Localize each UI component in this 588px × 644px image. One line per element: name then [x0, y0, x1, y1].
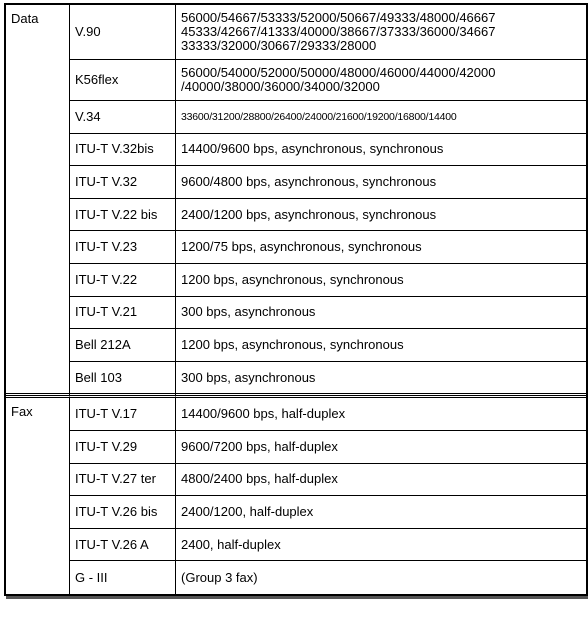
- protocol-cell: ITU-T V.29: [70, 431, 176, 464]
- speed-cell: 2400/1200 bps, asynchronous, synchronous: [176, 199, 586, 232]
- protocol-cell: ITU-T V.26 bis: [70, 496, 176, 529]
- table-row: [6, 264, 586, 297]
- speed-cell: 14400/9600 bps, half-duplex: [176, 398, 586, 431]
- table-row: [6, 561, 586, 594]
- category-cell-fax: Fax: [6, 398, 70, 594]
- speed-cell: 1200 bps, asynchronous, synchronous: [176, 264, 586, 297]
- speed-cell: 56000/54667/53333/52000/50667/49333/48000/46667 45333/42667/41333/40000/38667/37333/36000/34667 33333/32000/30667/29333/28000: [176, 5, 586, 60]
- speed-cell: [176, 101, 586, 134]
- table-row: [6, 166, 586, 199]
- table-row: [6, 496, 586, 529]
- speed-cell: (Group 3 fax): [181, 569, 258, 585]
- speed-cell: 9600/7200 bps, half-duplex: [176, 431, 586, 464]
- protocol-cell: V.90: [70, 5, 176, 60]
- speed-text: 33600/31200/28800/26400/24000/21600/19200/16800/14400: [181, 111, 457, 124]
- protocol-cell: ITU-T V.21: [70, 297, 176, 330]
- protocol-cell: Bell 212A: [70, 329, 176, 362]
- speed-cell: 1200/75 bps, asynchronous, synchronous: [176, 231, 586, 264]
- speed-cell: 300 bps, asynchronous: [176, 362, 586, 395]
- table-row: [6, 297, 586, 330]
- table-row: [6, 464, 586, 497]
- speed-cell: 9600/4800 bps, asynchronous, synchronous: [176, 166, 586, 199]
- protocol-cell: G - III: [70, 561, 176, 594]
- protocol-cell: ITU-T V.27 ter: [70, 464, 176, 497]
- table-row: [6, 362, 586, 395]
- speed-cell: 2400/1200, half-duplex: [176, 496, 586, 529]
- table-row: [6, 101, 586, 134]
- table-row: [6, 60, 586, 101]
- protocol-cell: ITU-T V.22: [70, 264, 176, 297]
- speed-cell: 300 bps, asynchronous: [176, 297, 586, 330]
- table-row: [6, 431, 586, 464]
- protocol-cell: ITU-T V.17: [70, 398, 176, 431]
- speed-cell: 14400/9600 bps, asynchronous, synchronous: [176, 134, 586, 167]
- protocol-cell: ITU-T V.22 bis: [70, 199, 176, 232]
- speed-cell: 2400, half-duplex: [176, 529, 586, 562]
- table-row: [6, 199, 586, 232]
- protocol-cell: ITU-T V.23: [70, 231, 176, 264]
- speed-cell: 56000/54000/52000/50000/48000/46000/44000/42000 /40000/38000/36000/34000/32000: [176, 60, 586, 101]
- protocol-cell: V.34: [70, 101, 176, 134]
- speed-cell: 1200 bps, asynchronous, synchronous: [176, 329, 586, 362]
- speed-cell: 4800/2400 bps, half-duplex: [176, 464, 586, 497]
- table-row: [6, 398, 586, 431]
- table-row: [6, 329, 586, 362]
- protocol-cell: ITU-T V.26 A: [70, 529, 176, 562]
- table-row: [6, 134, 586, 167]
- protocol-cell: Bell 103: [70, 362, 176, 395]
- protocol-cell: K56flex: [70, 60, 176, 101]
- table-row: [6, 231, 586, 264]
- table-row: [6, 529, 586, 562]
- protocol-cell: ITU-T V.32bis: [70, 134, 176, 167]
- table-row: [6, 5, 586, 60]
- modem-protocol-table: [4, 3, 588, 596]
- category-cell-data: Data: [6, 5, 70, 394]
- protocol-cell: ITU-T V.32: [70, 166, 176, 199]
